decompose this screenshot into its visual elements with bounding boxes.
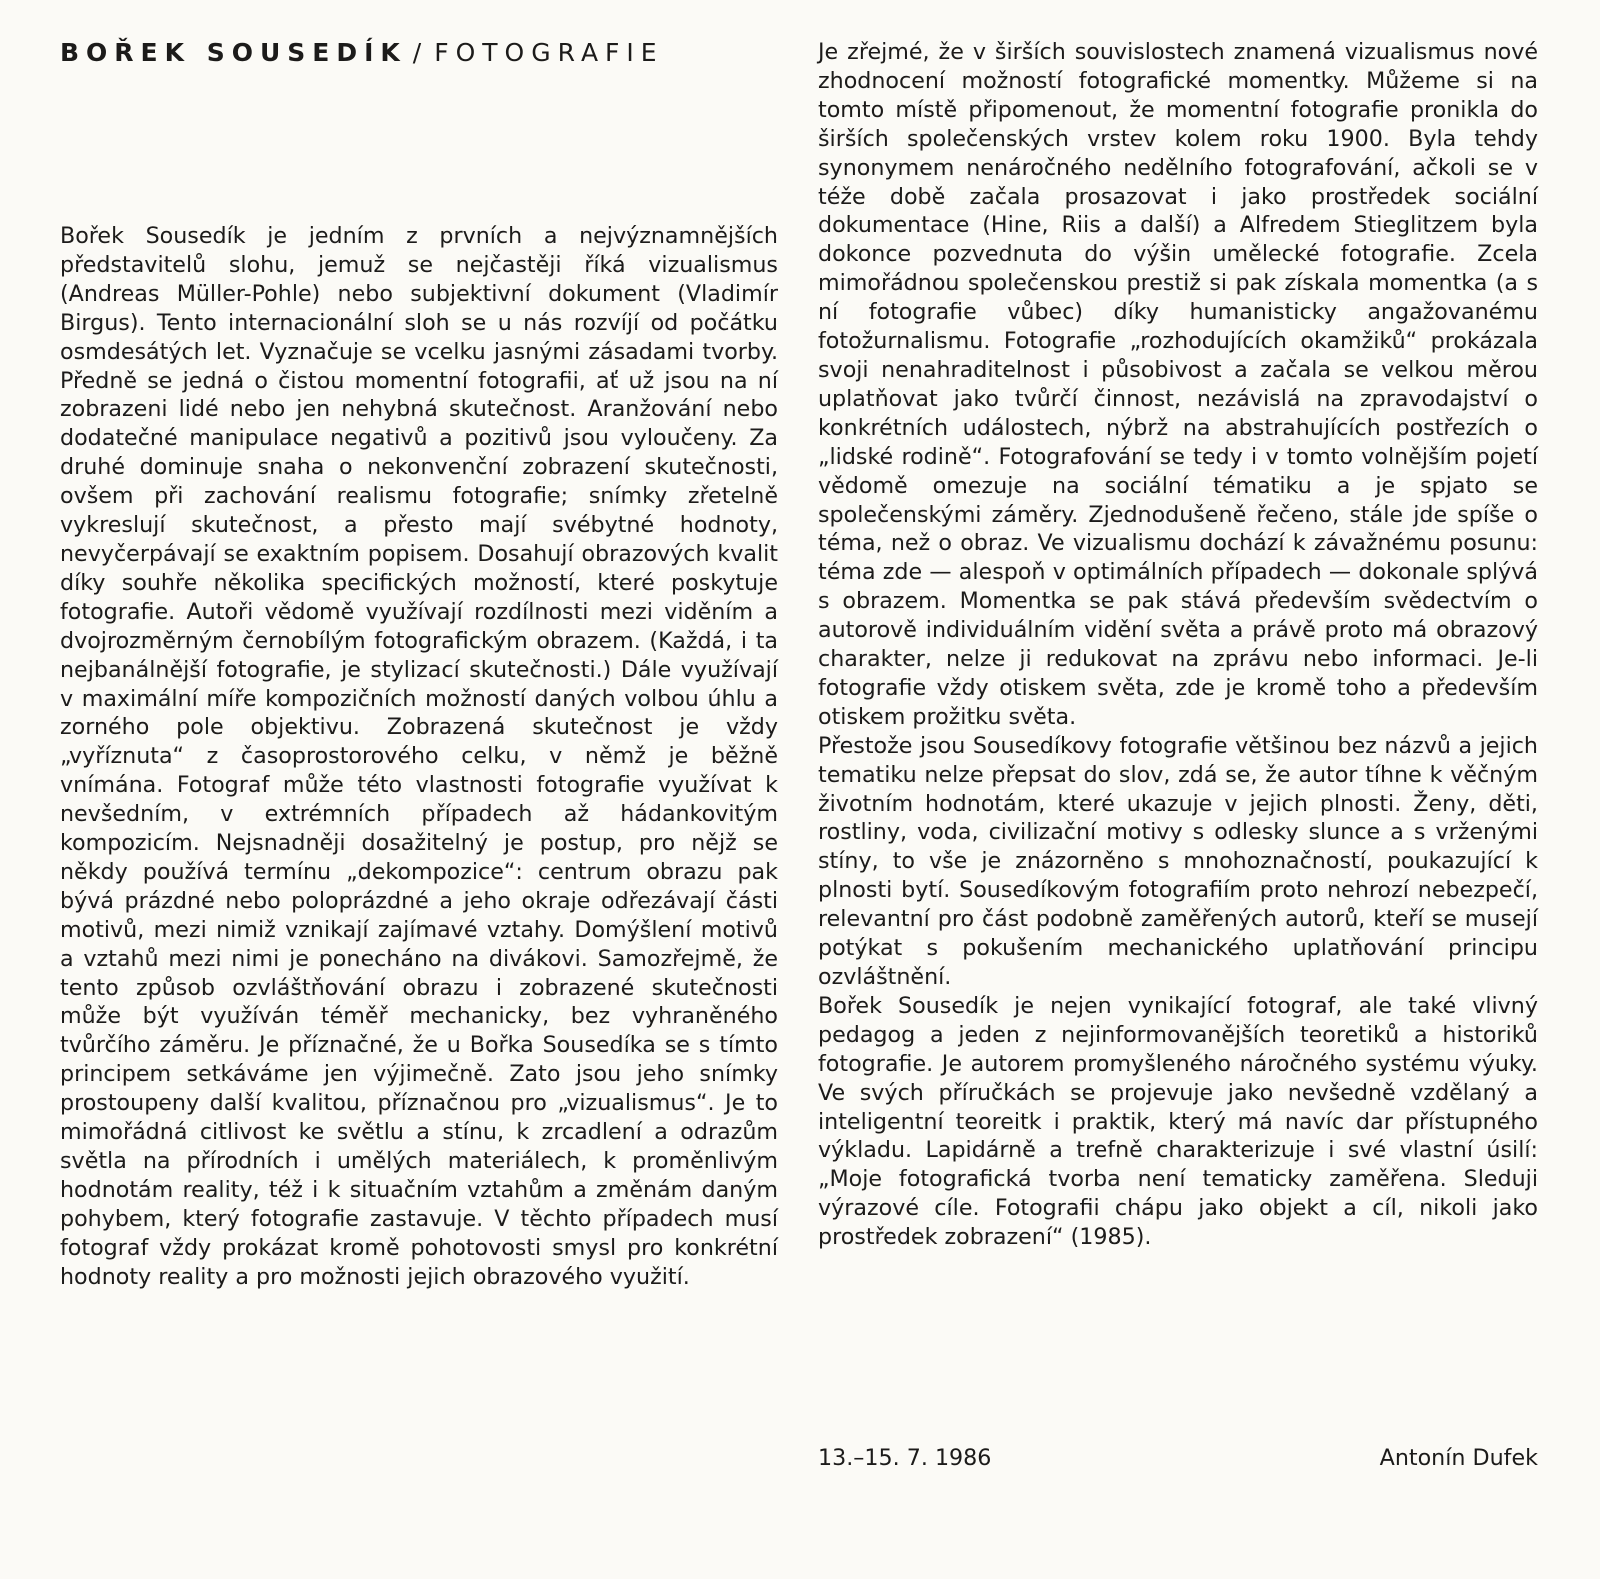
left-paragraph: Bořek Sousedík je jedním z prvních a nejvýznamnějších představitelů slohu, jemuž se nejčastěji říká vizualismus (Andreas Müller-Pohle) nebo subjektivní dokument (Vladimír Birgus). Tento internacionální sloh se u nás rozvíjí od počátku osmdesátých let. Vyznačuje se vcelku jasnými zásadami tvorby. Předně se jedná o čistou momentní fotografii, ať už jsou na ní zobrazeni lidé nebo jen nehybná skutečnost. Aranžování nebo dodatečné manipulace negativů a pozitivů jsou vyloučeny. Za druhé dominuje snaha o nekonvenční zobrazení skutečnosti, ovšem při zachování realismu fotografie; snímky zřetelně vykreslují skutečnost, a přesto mají svébytné hodnoty, nevyčerpávají se exaktním popisem. Dosahují obrazových kvalit díky souhře několika specifických možností, které poskytuje fotografie. Autoři vědomě využívají rozdílnosti mezi viděním a dvojrozměrným černobílým fotografickým obrazem. (Každá, i ta nejbanálnější fotografie, je stylizací skutečnosti.) Dále využívají v maximální míře kompozičních možností daných volbou úhlu a zorného pole objektivu. Zobrazená skutečnost je vždy „vyříznuta“ z časoprostorového celku, v němž je běžně vnímána. Fotograf může této vlastnosti fotografie využívat k nevšedním, v extrémních případech až hádankovitým kompozicím. Nejsnadněji dosažitelný je postup, pro nějž se někdy používá termínu „dekompozice“: centrum obrazu pak bývá prázdné nebo poloprázdné a jeho okraje odřezávají části motivů, mezi nimiž vznikají zajímavé vztahy. Domýšlení motivů a vztahů mezi nimi je ponecháno na divákovi. Samozřejmě, že tento způsob ozvláštňování obrazu i zobrazené skutečnosti může být využíván téměř mechanicky, bez vyhraněného tvůrčího záměru. Je příznačné, že u Bořka Sousedíka se s tímto principem setkáváme jen výjimečně. Zato jsou jeho snímky prostoupeny další kvalitou, příznačnou pro „vizualismus“. Je to mimořádná citlivost ke světlu a stínu, k zrcadlení a odrazům světla na přírodních i umělých materiálech, k proměnlivým hodnotám reality, též i k situačním vztahům a změnám daným pohybem, který fotografie zastavuje. V těchto případech musí fotograf vždy prokázat kromě pohotovosti smysl pro konkrétní hodnoty reality a pro možnosti jejich obrazového využití.: [60, 223, 778, 1290]
right-column: [818, 38, 1538, 1252]
title-separator: /: [412, 38, 429, 67]
footer-date: 13.–15. 7. 1986: [818, 1445, 992, 1471]
right-paragraph-1: Je zřejmé, že v širších souvislostech znamená vizualismus nové zhodnocení možností fotografické momentky. Můžeme si na tomto místě připomenout, že momentní fotografie pronikla do širších společenských vrstev kolem roku 1900. Byla tehdy synonymem nenáročného nedělního fotografování, ačkoli se v téže době začala prosazovat i jako prostředek sociální dokumentace (Hine, Riis a další) a Alfredem Stieglitzem byla dokonce pozvednuta do výšin umělecké fotografie. Zcela mimořádnou společenskou prestiž si pak získala momentka (a s ní fotografie vůbec) díky humanisticky angažovanému fotožurnalismu. Fotografie „rozhodujících okamžiků“ prokázala svoji nenahraditelnost i působivost a začala se velkou měrou uplatňovat jako tvůrčí činnost, nezávislá na zpravodajství o konkrétních událostech, nýbrž na abstrahujících postřezích o „lidské rodině“. Fotografování se tedy i v tomto volnějším pojetí vědomě omezuje na sociální tématiku a je spjato se společenskými záměry. Zjednodušeně řečeno, stále jde spíše o téma, než o obraz. Ve vizualismu dochází k závažnému posunu: téma zde — alespoň v optimálních případech — dokonale splývá s obrazem. Momentka se pak stává především svědectvím o autorově individuálním vidění světa a právě proto má obrazový charakter, nelze ji redukovat na zprávu nebo informaci. Je-li fotografie vždy otiskem světa, zde je kromě toho a především otiskem prožitku světa.: [818, 39, 1538, 730]
footer-signature: Antonín Dufek: [1379, 1445, 1538, 1471]
left-column: [60, 222, 778, 1292]
title-author-name: BOŘEK SOUSEDÍK: [60, 38, 407, 67]
footer: [818, 1444, 1538, 1473]
page-title: [60, 38, 664, 67]
title-subtitle: FOTOGRAFIE: [434, 38, 664, 67]
right-paragraph-3: Bořek Sousedík je nejen vynikající fotograf, ale také vlivný pedagog a jeden z nejinformovanějších teoretiků a historiků fotografie. Je autorem promyšleného náročného systému výuky. Ve svých příručkách se projevuje jako nevšedně vzdělaný a inteligentní teoreitk i praktik, který má navíc dar přístupného výkladu. Lapidárně a trefně charakterizuje i své vlastní úsilí: „Moje fotografická tvorba není tematicky zaměřena. Sleduji výrazové cíle. Fotografii chápu jako objekt a cíl, nikoli jako prostředek zobrazení“ (1985).: [818, 992, 1538, 1251]
right-paragraph-2: Přestože jsou Sousedíkovy fotografie většinou bez názvů a jejich tematiku nelze přepsat do slov, zdá se, že autor tíhne k věčným životním hodnotám, které ukazuje v jejich plnosti. Ženy, děti, rostliny, voda, civilizační motivy s odlesky slunce a s vrženými stíny, to vše je znázorněno s mnohoznačností, poukazující k plnosti bytí. Sousedíkovým fotografiím proto nehrozí nebezpečí, relevantní pro část podobně zaměřených autorů, kteří se musejí potýkat s pokušením mechanického uplatňování principu ozvláštnění.: [818, 732, 1538, 990]
